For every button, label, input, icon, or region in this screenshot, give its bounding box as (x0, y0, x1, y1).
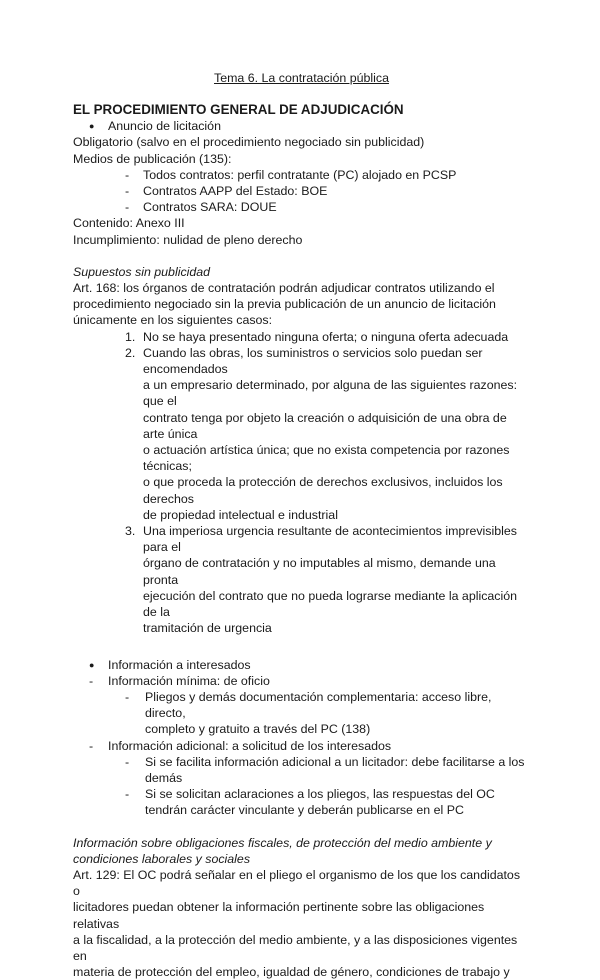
bullet-icon: ● (89, 659, 95, 670)
dash-icon: - (125, 184, 130, 199)
bullet-item: ● Anuncio de licitación (89, 119, 221, 134)
dash-icon: - (125, 787, 130, 802)
dash-icon: - (125, 689, 130, 704)
text-line: Art. 168: los órganos de contratación podrán adjudicar contratos utilizando el (73, 281, 495, 296)
dash-item: - Si se facilita información adicional a un licitador: debe facilitarse a los demás (125, 754, 525, 785)
dash-icon: - (89, 738, 94, 753)
dash-item: - Todos contratos: perfil contratante (PC) alojado en PCSP (125, 167, 457, 182)
dash-item: - Contratos AAPP del Estado: BOE (125, 184, 328, 199)
text-line: Art. 129: El OC podrá señalar en el pliego el organismo de los que los candidatos o (73, 867, 521, 899)
section-heading-supuestos: Supuestos sin publicidad (73, 264, 211, 279)
text-line: Medios de publicación (135): (73, 151, 232, 166)
section-heading-procedimiento: EL PROCEDIMIENTO GENERAL DE ADJUDICACIÓN (73, 102, 404, 118)
dash-icon: - (125, 200, 130, 215)
text-line: Contenido: Anexo III (73, 216, 185, 231)
text-line: licitadores puedan obtener la información pertinente sobre las obligaciones relativas (73, 900, 485, 931)
numbered-item: 2. Cuando las obras, los suministros o servicios solo puedan ser encomendados a un empresario determinado, por alguna de las siguientes razones: que el contrato tenga por objeto la creación o adquisición de una obra de arte única o actuación artística única; que no exista competencia por razones técnicas; o que proceda la protección de derechos exclusivos, incluidos los derechos de propiedad intelectual e industrial (125, 345, 518, 522)
document-title: Tema 6. La contratación pública (214, 71, 389, 85)
section-heading-obligaciones: Información sobre obligaciones fiscales, de protección del medio ambiente y (73, 835, 492, 850)
dash-item: - Contratos SARA: DOUE (125, 200, 277, 215)
text-line: a la fiscalidad, a la protección del medio ambiente, y a las disposiciones vigentes en (73, 932, 518, 963)
numbered-item: 1. No se haya presentado ninguna oferta; o ninguna oferta adecuada (125, 329, 509, 344)
text-line: Obligatorio (salvo en el procedimiento negociado sin publicidad) (73, 135, 425, 150)
text-line: únicamente en los siguientes casos: (73, 313, 273, 328)
bullet-icon: ● (89, 121, 95, 132)
text-line: procedimiento negociado sin la previa publicación de un anuncio de licitación (73, 297, 496, 312)
dash-icon: - (125, 754, 130, 769)
numbered-item: 3. Una imperiosa urgencia resultante de acontecimientos imprevisibles para el órgano de contratación y no imputables al mismo, demande una pronta ejecución del contrato que no pueda lograrse mediante la aplicación de la tramitación de urgencia (125, 524, 518, 636)
dash-item: - Información mínima: de oficio (89, 673, 270, 688)
section-heading-obligaciones: condiciones laborales y sociales (73, 851, 251, 866)
dash-item: - Información adicional: a solicitud de los interesados (89, 738, 392, 753)
text-line: materia de protección del empleo, igualdad de género, condiciones de trabajo y (73, 965, 510, 980)
dash-item: - Pliegos y demás documentación complementaria: acceso libre, directo, completo y gratuito a través del PC (138) (125, 689, 492, 737)
dash-icon: - (125, 167, 130, 182)
bullet-item: ● Información a interesados (89, 657, 251, 672)
dash-item: - Si se solicitan aclaraciones a los pliegos, las respuestas del OC tendrán carácter vinculante y deberán publicarse en el PC (125, 787, 495, 818)
dash-icon: - (89, 673, 94, 688)
text-line: Incumplimiento: nulidad de pleno derecho (73, 232, 303, 247)
